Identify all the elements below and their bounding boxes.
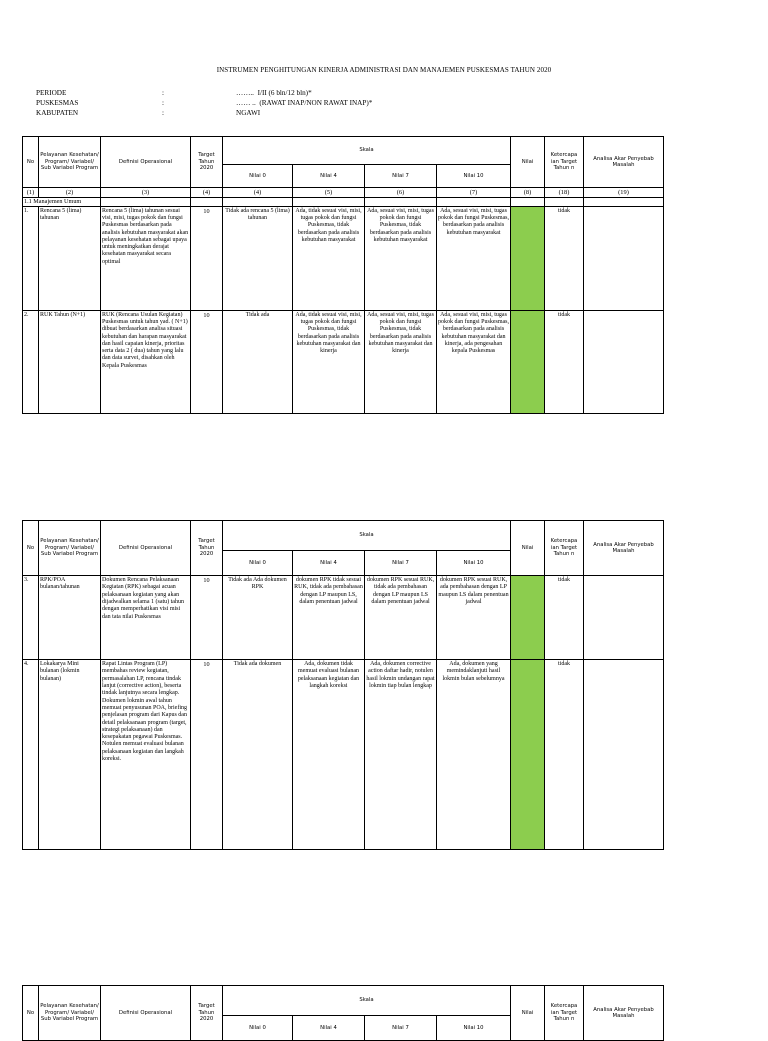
header-analisis: Analisa Akar Penyebab Masalah xyxy=(584,986,664,1041)
header-nilai10: Nilai 10 xyxy=(437,551,511,576)
table-row xyxy=(23,310,664,413)
cell-nilai7: Ada, sesuai visi, misi, tugas pokok dan fungsi Puskesmas, tidak berdasarkan pada analisis kebutuhan masyarakat xyxy=(365,206,437,310)
header-nilai7: Nilai 7 xyxy=(365,165,437,188)
index-cell: (5) xyxy=(293,188,365,198)
meta-value: I/II (6 bln/12 bln)* xyxy=(257,89,312,97)
meta-block xyxy=(36,88,372,118)
cell-analisis[interactable] xyxy=(584,576,664,660)
header-nilai0: Nilai 0 xyxy=(223,165,293,188)
header-nilai0: Nilai 0 xyxy=(223,551,293,576)
cell-ketercapaian: tidak xyxy=(545,206,584,310)
header-pelayanan: Pelayanan Kesehatan/ Program/ Variabel/ Sub Variabel Program xyxy=(39,986,101,1041)
header-target: Target Tahun 2020 xyxy=(191,986,223,1041)
cell-nilai10: Ada, sesuai visi, misi, tugas pokok dan fungsi Puskesmas, berdasarkan pada analisis kebutuhan masyarakat xyxy=(437,206,511,310)
meta-value: NGAWI xyxy=(236,109,261,117)
cell-nilai0: Tidak ada dokumen xyxy=(223,660,293,850)
cell-nilai7: Ada, sesuai visi, misi, tugas pokok dan fungsi Puskesmas, tidak berdasarkan pada analisis kebutuhan masyarakat dan kinerja xyxy=(365,310,437,413)
cell-target: 10 xyxy=(191,206,223,310)
index-cell: (4) xyxy=(191,188,223,198)
header-pelayanan: Pelayanan Kesehatan/ Program/ Variabel/ Sub Variabel Program xyxy=(39,521,101,576)
index-cell: (19) xyxy=(584,188,664,198)
cell-ketercapaian: tidak xyxy=(545,576,584,660)
table-row xyxy=(23,206,664,310)
header-definisi: Definisi Operasional xyxy=(101,137,191,188)
header-nilai: Nilai xyxy=(511,137,545,188)
header-nilai0: Nilai 0 xyxy=(223,1016,293,1041)
index-cell: (2) xyxy=(39,188,101,198)
meta-label: PUSKESMAS xyxy=(36,99,79,107)
index-cell: (6) xyxy=(365,188,437,198)
cell-nilai-input[interactable] xyxy=(511,660,545,850)
cell-target: 10 xyxy=(191,576,223,660)
meta-dots: …….. xyxy=(236,89,254,97)
header-analisis: Analisa Akar Penyebab Masalah xyxy=(584,521,664,576)
header-ketercapaian: Ketercapa ian Target Tahun n xyxy=(545,986,584,1041)
meta-periode xyxy=(36,88,372,98)
cell-no: 2. xyxy=(23,310,39,413)
cell-pelayanan: Rencana 5 (lima) tahunan xyxy=(39,206,101,310)
cell-no: 4. xyxy=(23,660,39,850)
meta-colon: : xyxy=(162,99,164,107)
index-cell: (3) xyxy=(101,188,191,198)
cell-nilai10: Ada, dokumen yang memindaklanjuti hasil lokmin bulan sebelumnya xyxy=(437,660,511,850)
index-cell: (1) xyxy=(23,188,39,198)
index-row xyxy=(23,188,664,198)
meta-dots: …… .. xyxy=(236,99,256,107)
cell-nilai4: Ada, tidak sesuai visi, misi, tugas pokok dan fungsi Puskesmas, tidak berdasarkan pada analisis kebutuhan masyarakat xyxy=(293,206,365,310)
cell-definisi: Rencana 5 (lima) tahunan sesuai visi, misi, tugas pokok dan fungsi Puskesmas berdasarkan pada analisis kebutuhan masyarakat akan pelayanan kesehatan sebagai upaya untuk meningkatkan derajat kesehatan masyarakat secara optimal xyxy=(101,206,191,310)
index-cell: (18) xyxy=(545,188,584,198)
table-row xyxy=(23,576,664,660)
cell-ketercapaian: tidak xyxy=(545,310,584,413)
header-no: No xyxy=(23,986,39,1041)
cell-pelayanan: RPK/POA bulanan/tahunan xyxy=(39,576,101,660)
header-nilai7: Nilai 7 xyxy=(365,1016,437,1041)
kinerja-table-2 xyxy=(22,520,664,850)
header-nilai4: Nilai 4 xyxy=(293,1016,365,1041)
meta-colon: : xyxy=(162,89,164,97)
header-nilai: Nilai xyxy=(511,521,545,576)
cell-target: 10 xyxy=(191,660,223,850)
header-nilai7: Nilai 7 xyxy=(365,551,437,576)
table-row xyxy=(23,660,664,850)
cell-nilai-input[interactable] xyxy=(511,206,545,310)
header-no: No xyxy=(23,137,39,188)
section-label: 1.1 Manajemen Umum xyxy=(23,198,101,207)
header-analisis: Analisa Akar Penyebab Masalah xyxy=(584,137,664,188)
header-definisi: Definisi Operasional xyxy=(101,521,191,576)
header-no: No xyxy=(23,521,39,576)
header-definisi: Definisi Operasional xyxy=(101,986,191,1041)
cell-nilai0: Tidak ada Ada dokumen RPK xyxy=(223,576,293,660)
cell-nilai4: dokumen RPK tidak sesuai RUK, tidak ada pembahasan dengan LP maupun LS, dalam penentuan jadwal xyxy=(293,576,365,660)
cell-pelayanan: RUK Tahun (N+1) xyxy=(39,310,101,413)
cell-no: 1. xyxy=(23,206,39,310)
cell-nilai0: Tidak ada xyxy=(223,310,293,413)
cell-analisis[interactable] xyxy=(584,310,664,413)
cell-nilai-input[interactable] xyxy=(511,310,545,413)
cell-definisi: Rapat Lintas Program (LP) membahas review kegiatan, permasalahan LP, rencana tindak lanjut (corrective action), beserta tindak lanjutnya secara lengkap. Dokumen lokmin awal tahun memuat penyusunan POA, briefing penjelasan program dari Kapus dan detail pelaksanaan program (target, strategi pelaksanaan) dan kesepakatan pegawai Puskesmas. Notulen memuat evaluasi bulanan pelaksanaan kegiatan dan langkah koreksi. xyxy=(101,660,191,850)
cell-nilai4: Ada, dokumen tidak memuat evaluasi bulanan pelaksanaan kegiatan dan langkah koreksi xyxy=(293,660,365,850)
index-cell: (7) xyxy=(437,188,511,198)
document-title: INSTRUMEN PENGHITUNGAN KINERJA ADMINISTRASI DAN MANAJEMEN PUSKESMAS TAHUN 2020 xyxy=(216,66,552,74)
cell-analisis[interactable] xyxy=(584,660,664,850)
kinerja-table-1 xyxy=(22,136,664,414)
header-skala: Skala xyxy=(223,137,511,165)
cell-ketercapaian: tidak xyxy=(545,660,584,850)
header-nilai: Nilai xyxy=(511,986,545,1041)
cell-nilai0: Tidak ada rencana 5 (lima) tahunan xyxy=(223,206,293,310)
cell-nilai4: Ada, tidak sesuai visi, misi, tugas pokok dan fungsi Puskesmas, tidak berdasarkan pada analisis kebutuhan masyarakat dan kinerja xyxy=(293,310,365,413)
cell-nilai-input[interactable] xyxy=(511,576,545,660)
cell-nilai10: Ada, sesuai visi, misi, tugas pokok dan fungsi Puskesmas, berdasarkan pada analisis kebutuhan masyarakat dan kinerja, ada pengesahan kepala Puskesmas xyxy=(437,310,511,413)
index-cell: (4) xyxy=(223,188,293,198)
cell-nilai7: Ada, dokumen corrective action daftar hadir, notulen hasil lokmin undangan rapat lokmin tiap bulan lengkap xyxy=(365,660,437,850)
header-target: Target Tahun 2020 xyxy=(191,137,223,188)
meta-value: (RAWAT INAP/NON RAWAT INAP)* xyxy=(259,99,373,107)
header-pelayanan: Pelayanan Kesehatan/ Program/ Variabel/ Sub Variabel Program xyxy=(39,137,101,188)
header-target: Target Tahun 2020 xyxy=(191,521,223,576)
header-nilai4: Nilai 4 xyxy=(293,165,365,188)
header-nilai10: Nilai 10 xyxy=(437,165,511,188)
section-row xyxy=(23,198,664,207)
kinerja-table-3 xyxy=(22,985,664,1041)
meta-colon: : xyxy=(162,109,164,117)
header-skala: Skala xyxy=(223,521,511,551)
meta-label: PERIODE xyxy=(36,89,67,97)
meta-puskesmas xyxy=(36,98,372,108)
cell-nilai7: dokumen RPK sesuai RUK, tidak ada pembahasan dengan LP maupun LS dalam penentuan jadwal xyxy=(365,576,437,660)
header-ketercapaian: Ketercapa ian Target Tahun n xyxy=(545,137,584,188)
cell-nilai10: dokumen RPK sesuai RUK, ada pembahasan dengan LP maupun LS dalam penentuan jadwal xyxy=(437,576,511,660)
header-ketercapaian: Ketercapa ian Target Tahun n xyxy=(545,521,584,576)
cell-target: 10 xyxy=(191,310,223,413)
cell-definisi: Dokumen Rencana Pelaksanaan Kegiatan (RPK) sebagai acuan pelaksanaan kegiatan yang akan dijadwalkan selama 1 (satu) tahun dengan memperhatikan visi misi dan tata nilai Puskesmas xyxy=(101,576,191,660)
header-skala: Skala xyxy=(223,986,511,1016)
header-nilai10: Nilai 10 xyxy=(437,1016,511,1041)
cell-analisis[interactable] xyxy=(584,206,664,310)
cell-no: 3. xyxy=(23,576,39,660)
meta-label: KABUPATEN xyxy=(36,109,79,117)
index-cell: (8) xyxy=(511,188,545,198)
header-nilai4: Nilai 4 xyxy=(293,551,365,576)
cell-pelayanan: Lokakarya Mini bulanan (lokmin bulanan) xyxy=(39,660,101,850)
cell-definisi: RUK (Rencana Usulan Kegiatan) Puskesmas untuk tahun yad. ( N+1) dibuat berdasarkan analisa situasi kebutuhan dan harapan masyarakat dan hasil capaian kinerja, prioritas serta data 2 ( dua) tahun yang lalu dan data survei, disahkan oleh Kepala Puskesmas xyxy=(101,310,191,413)
meta-kabupaten xyxy=(36,108,372,118)
